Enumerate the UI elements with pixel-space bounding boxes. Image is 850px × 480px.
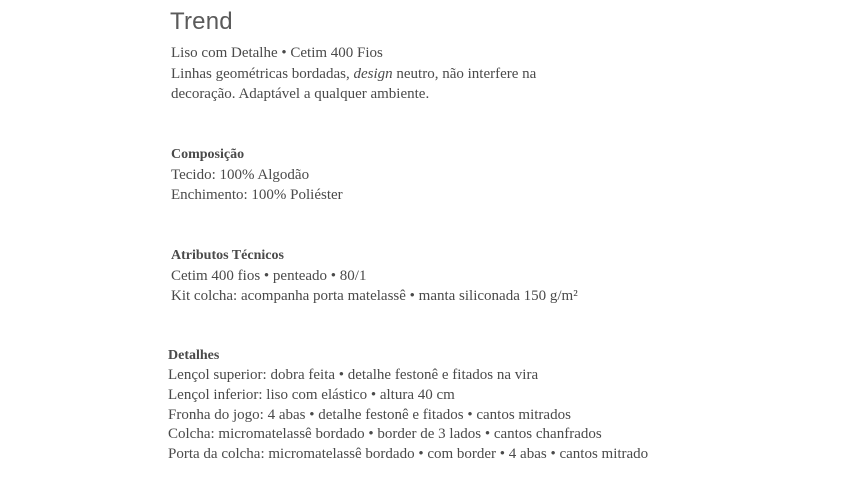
atributos-line: Kit colcha: acompanha porta matelassê • manta siliconada 150 g/m² <box>171 288 578 304</box>
atributos-heading: Atributos Técnicos <box>171 248 284 263</box>
composicao-line: Tecido: 100% Algodão <box>171 167 310 183</box>
intro-line-2-post: neutro, não interfere na <box>392 65 537 82</box>
intro-line-2 <box>171 64 731 85</box>
detalhes-line: Lençol inferior: liso com elástico • altura 40 cm <box>168 386 455 403</box>
composicao-line: Enchimento: 100% Poliéster <box>171 187 343 203</box>
section-composicao <box>171 145 343 205</box>
atributos-line: Cetim 400 fios • penteado • 80/1 <box>171 268 367 284</box>
section-atributos <box>171 246 578 306</box>
composicao-heading: Composição <box>171 147 245 162</box>
product-intro <box>171 43 731 105</box>
detalhes-line: Fronha do jogo: 4 abas • detalhe festonê e fitados • cantos mitrados <box>168 406 571 423</box>
detalhes-heading: Detalhes <box>168 348 220 363</box>
intro-line-2-pre: Linhas geométricas bordadas, <box>171 65 354 82</box>
intro-line-1: Liso com Detalhe • Cetim 400 Fios <box>171 45 383 61</box>
product-title: Trend <box>170 8 233 35</box>
detalhes-line: Porta da colcha: micromatelassê bordado • com border • 4 abas • cantos mitrado <box>168 446 649 463</box>
section-detalhes <box>168 346 648 465</box>
intro-line-3: decoração. Adaptável a qualquer ambiente. <box>171 86 430 102</box>
detalhes-line: Lençol superior: dobra feita • detalhe festonê e fitados na vira <box>168 367 539 383</box>
detalhes-line: Colcha: micromatelassê bordado • border de 3 lados • cantos chanfrados <box>168 426 602 443</box>
intro-line-2-italic: design <box>353 65 393 82</box>
